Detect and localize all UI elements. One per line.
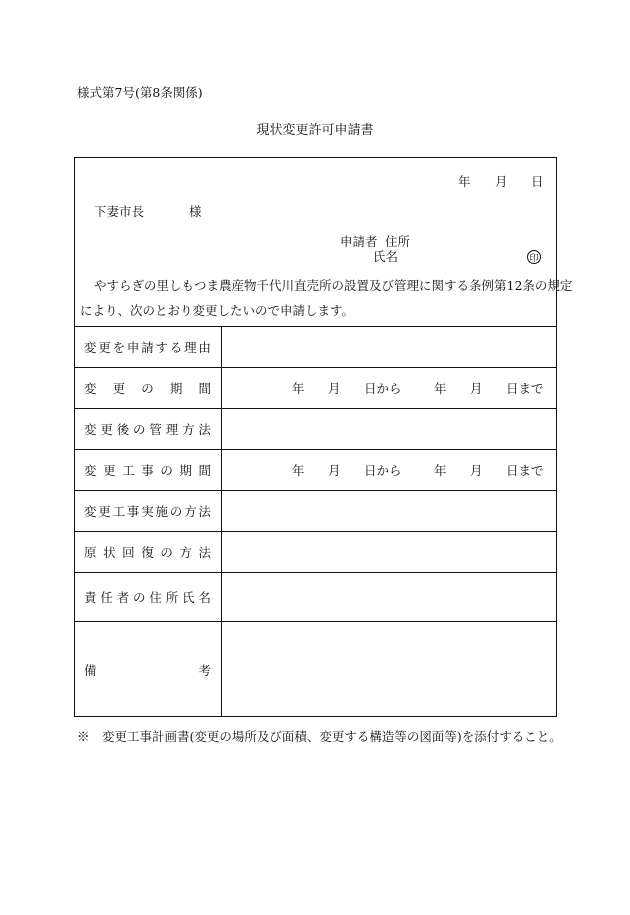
period-to: 日まで: [506, 381, 544, 396]
period-to: 日まで: [506, 463, 544, 478]
document-title: 現状変更許可申請書: [256, 123, 374, 138]
date-year-label: 年: [458, 174, 471, 189]
form-number-label: 様式第7号(第8条関係): [77, 85, 203, 100]
period-year: 年: [292, 463, 305, 478]
applicant-name-label: 氏名: [373, 249, 399, 264]
period-from: 日から: [364, 381, 402, 396]
period-month-end: 月: [470, 463, 483, 478]
body-text-line2: により、次のとおり変更したいので申請します。: [80, 303, 355, 318]
date-day-label: 日: [531, 174, 544, 189]
period-month-end: 月: [470, 381, 483, 396]
period-year-end: 年: [434, 463, 447, 478]
row-label-management-method: 変 更 後 の 管 理 方 法: [84, 422, 211, 437]
change-period-field[interactable]: [222, 368, 556, 408]
row-label-change-period: 変 更 の 期 間: [84, 381, 211, 396]
date-month-label: 月: [495, 174, 508, 189]
addressee-honorific: 様: [189, 204, 202, 219]
seal-mark: 印: [527, 250, 541, 264]
period-year: 年: [292, 381, 305, 396]
construction-period-field[interactable]: [222, 450, 556, 490]
row-label-construction-method: 変 更 工 事 実 施 の 方 法: [84, 504, 211, 519]
row-label-restoration-method: 原 状 回 復 の 方 法: [84, 545, 211, 560]
applicant-label: 申請者: [340, 234, 378, 249]
row-label-remarks: 備 考: [84, 662, 211, 678]
body-text-line1: やすらぎの里しもつま農産物千代川直売所の設置及び管理に関する条例第12条の規定: [94, 278, 573, 293]
period-year-end: 年: [434, 381, 447, 396]
attachment-note: ※ 変更工事計画書(変更の場所及び面積、変更する構造等の図面等)を添付すること。: [77, 729, 562, 744]
row-label-responsible-person: 責 任 者 の 住 所 氏 名: [84, 590, 211, 605]
applicant-address-label: 住所: [385, 234, 411, 249]
addressee-name: 下妻市長: [94, 204, 145, 219]
application-form: [74, 157, 573, 717]
period-month: 月: [328, 381, 341, 396]
row-label-reason: 変 更 を 申 請 す る 理 由: [84, 340, 211, 355]
row-label-construction-period: 変 更 工 事 の 期 間: [84, 463, 211, 478]
period-month: 月: [328, 463, 341, 478]
period-from: 日から: [364, 463, 402, 478]
